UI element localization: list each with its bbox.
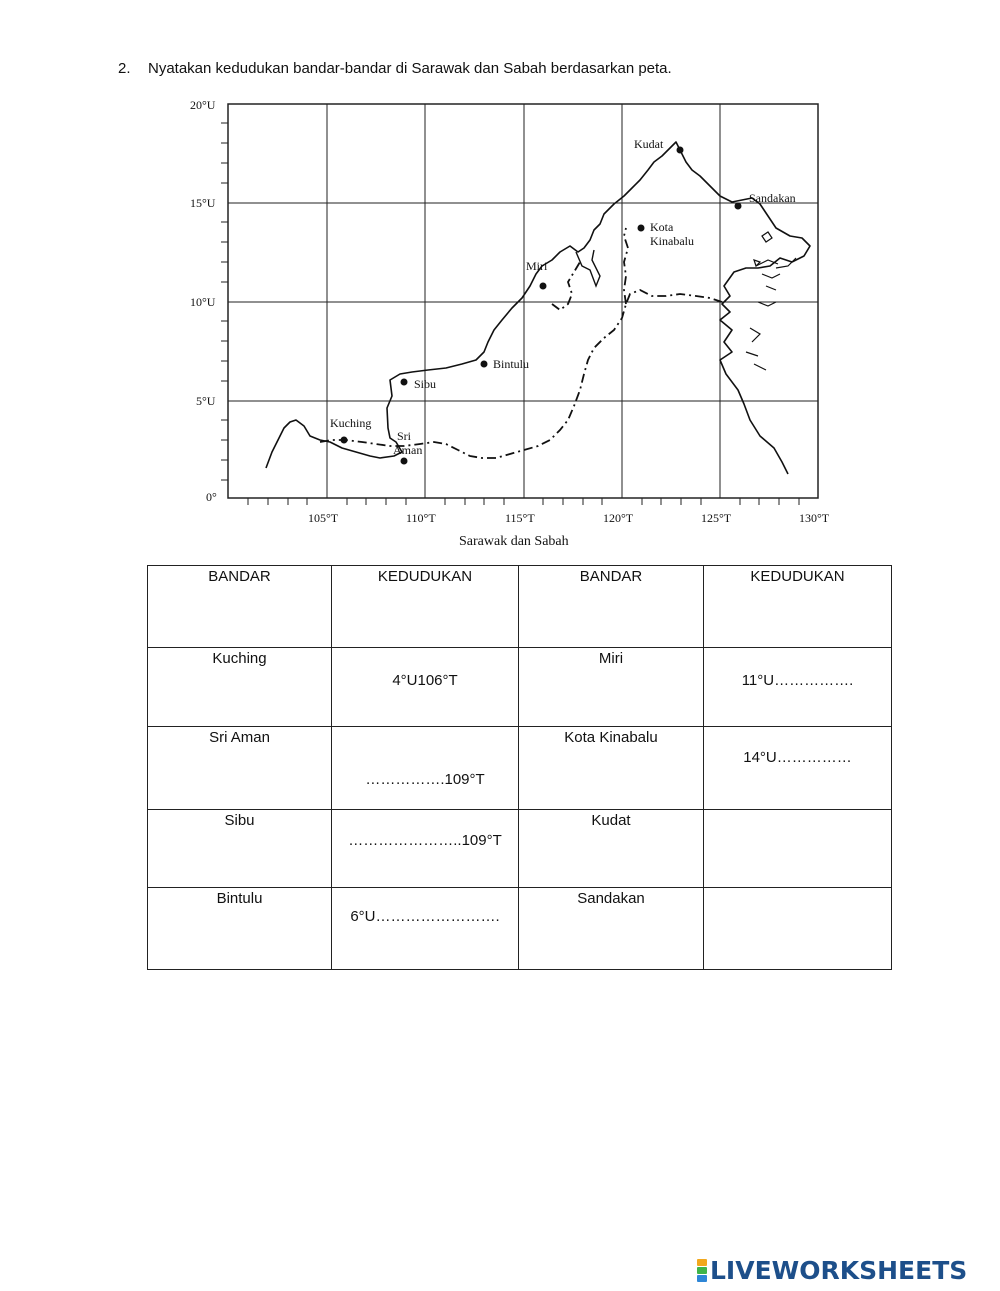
- dot-kudat: [677, 147, 684, 154]
- town-cell: Sri Aman: [148, 727, 332, 810]
- town-cell: Miri: [519, 648, 704, 727]
- international-border: [320, 290, 722, 458]
- lon-label-125: 125°T: [701, 511, 732, 525]
- lat-label-10: 10°U: [190, 295, 216, 309]
- town-cell: Kudat: [519, 810, 704, 888]
- lat-label-5: 5°U: [196, 394, 216, 408]
- axis-ticks: [221, 123, 799, 505]
- coast-detail: [746, 258, 796, 370]
- question-text: Nyatakan kedudukan bandar-bandar di Sarawak dan Sabah berdasarkan peta.: [148, 60, 672, 77]
- liveworksheets-logo-icon: [697, 1259, 707, 1282]
- position-answer-sibu[interactable]: …………………..109°T: [332, 810, 519, 888]
- brand-text: LIVEWORKSHEETS: [710, 1255, 968, 1285]
- table-row: [148, 648, 892, 727]
- dot-miri: [540, 283, 547, 290]
- position-answer-kota-kinabalu[interactable]: 14°U……………: [704, 727, 892, 810]
- table-row: [148, 727, 892, 810]
- label-sri-aman-1: Sri: [397, 429, 412, 443]
- position-answer-sandakan[interactable]: [704, 888, 892, 970]
- header-kedudukan-left: KEDUDUKAN: [332, 566, 519, 648]
- lon-label-130: 130°T: [799, 511, 830, 525]
- map-figure: [180, 90, 860, 560]
- table-header-row: [148, 566, 892, 648]
- liveworksheets-brand: [697, 1255, 967, 1285]
- position-answer-sri-aman[interactable]: …………….109°T: [332, 727, 519, 810]
- question: [118, 60, 672, 77]
- label-kota-kinabalu-2: Kinabalu: [650, 234, 694, 248]
- question-number: 2.: [118, 60, 131, 77]
- label-sri-aman-2: Aman: [393, 443, 423, 457]
- label-sandakan: Sandakan: [749, 191, 796, 205]
- table-row: [148, 888, 892, 970]
- map-title: Sarawak dan Sabah: [459, 534, 569, 549]
- town-cell: Sibu: [148, 810, 332, 888]
- position-answer-miri[interactable]: 11°U…………….: [704, 648, 892, 727]
- label-kota-kinabalu-1: Kota: [650, 220, 674, 234]
- dot-kuching: [341, 437, 348, 444]
- position-answer-bintulu[interactable]: 6°U…………………….: [332, 888, 519, 970]
- dot-sri-aman: [401, 458, 408, 465]
- dot-kota-kinabalu: [638, 225, 645, 232]
- position-answer-kudat[interactable]: [704, 810, 892, 888]
- position-answer-kuching[interactable]: 4°U106°T: [332, 648, 519, 727]
- town-cell: Sandakan: [519, 888, 704, 970]
- map-svg: [180, 90, 860, 560]
- header-bandar-left: BANDAR: [148, 566, 332, 648]
- answer-table: [147, 565, 892, 970]
- label-miri: Miri: [526, 259, 548, 273]
- header-bandar-right: BANDAR: [519, 566, 704, 648]
- label-bintulu: Bintulu: [493, 357, 530, 371]
- label-sibu: Sibu: [414, 377, 437, 391]
- dot-bintulu: [481, 361, 488, 368]
- lon-label-110: 110°T: [406, 511, 436, 525]
- lat-label-20: 20°U: [190, 98, 216, 112]
- brunei-border: [576, 250, 600, 286]
- table-row: [148, 810, 892, 888]
- lat-label-0: 0°: [206, 490, 217, 504]
- lat-label-15: 15°U: [190, 196, 216, 210]
- town-cell: Bintulu: [148, 888, 332, 970]
- header-kedudukan-right: KEDUDUKAN: [704, 566, 892, 648]
- lon-label-105: 105°T: [308, 511, 339, 525]
- lon-label-120: 120°T: [603, 511, 634, 525]
- label-kudat: Kudat: [634, 137, 664, 151]
- dot-sibu: [401, 379, 408, 386]
- dot-sandakan: [735, 203, 742, 210]
- lon-label-115: 115°T: [505, 511, 535, 525]
- town-cell: Kota Kinabalu: [519, 727, 704, 810]
- label-kuching: Kuching: [330, 416, 372, 430]
- town-cell: Kuching: [148, 648, 332, 727]
